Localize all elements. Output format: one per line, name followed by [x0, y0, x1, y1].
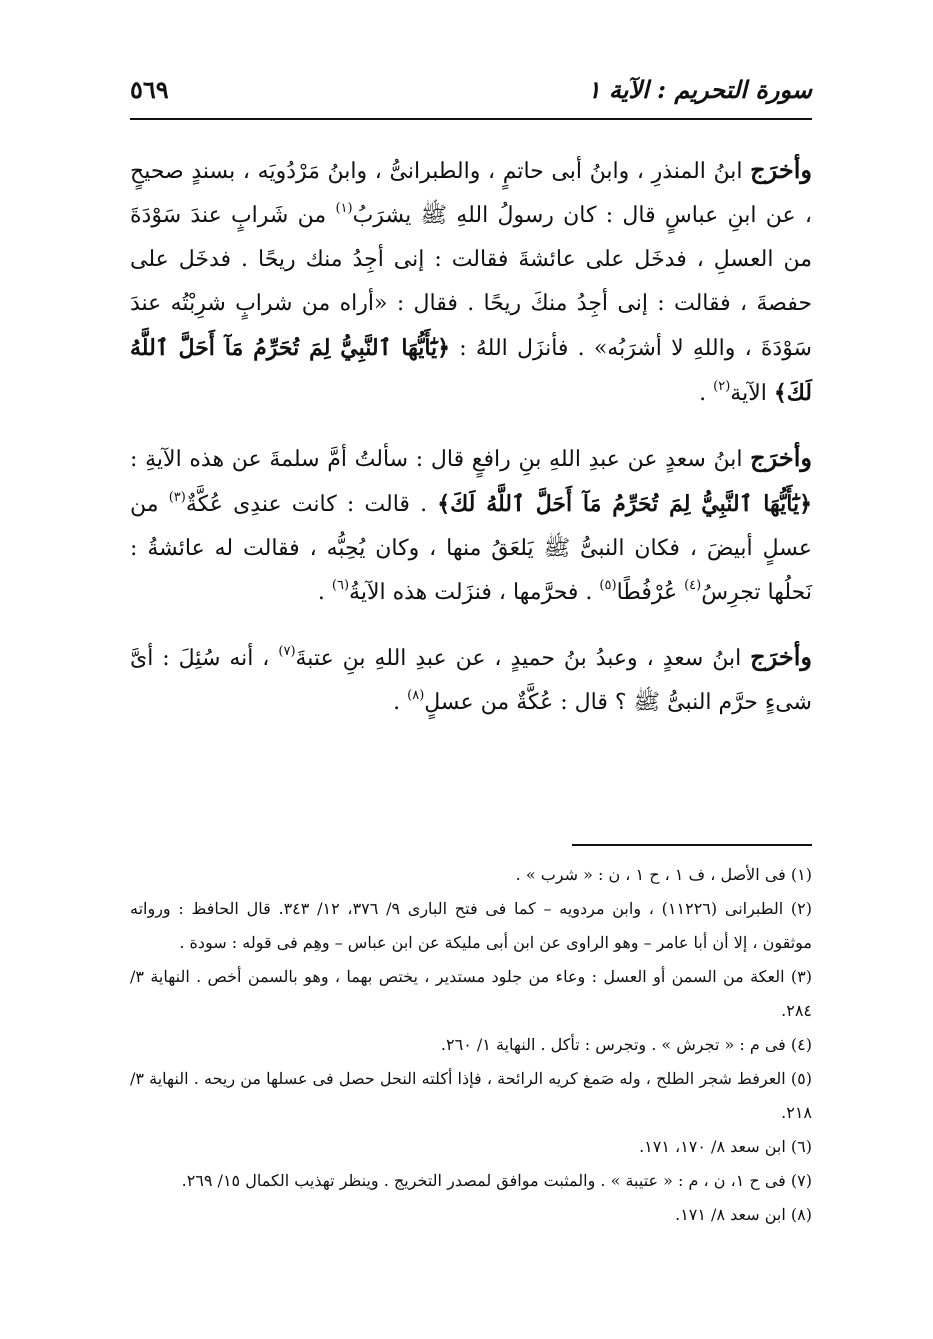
footnote-marker[interactable]: (٧) [278, 644, 296, 659]
footnote-8: (٨) ابن سعد ٨/ ١٧١. [675, 1205, 812, 1224]
footnote-marker[interactable]: (٦) [331, 578, 350, 593]
paragraph-lead: وأخرَج [750, 155, 812, 184]
paragraph-text: من عسلٍ أبيضَ ، فكان النبىُّ ﷺ يَلعَقُ منها ، وكان يُحِبُّه ، فقالت له عائشةُ : نَحلُها تجرِسُ [130, 492, 812, 605]
footnote-marker[interactable]: (٤) [684, 578, 702, 593]
paragraph-text: . [393, 690, 408, 715]
footnote-marker[interactable]: (٨) [407, 688, 425, 703]
paragraph-text: . قالت : كانت عندِى عُكَّةٌ [185, 492, 438, 517]
footnote-4: (٤) فى م : « تجرش » . وتجرس : تأكل . النهاية ١/ ٢٦٠. [440, 1035, 812, 1054]
footnote-5: (٥) العرفط شجر الطلح ، وله صَمغ كريه الرائحة ، فإذا أكلته النحل حصل فى عسلها من ريحه . النهاية ٣/ ٢١٨. [130, 1069, 812, 1122]
page-number: ٥٦٩ [130, 74, 169, 104]
quran-verse: ﴿يَٰٓأَيُّهَا ٱلنَّبِيُّ لِمَ تُحَرِّمُ مَآ أَحَلَّ ٱللَّهُ لَكَ﴾ [437, 491, 812, 517]
footnote-marker[interactable]: (٢) [713, 379, 731, 394]
footnote-2: (٢) الطبرانى (١١٢٢٦) ، وابن مردويه – كما فى فتح البارى ٩/ ٣٧٦، ١٢/ ٣٤٣. قال الحافظ : ورواته موثقون ، إلا أن أبا عامر – وهو الراوى عن ابن أبى مليكة عن ابن عباس – وهِم فى قوله : سودة . [130, 899, 813, 952]
paragraph-text: ابنُ سعدٍ عن عبدِ اللهِ بنِ رافعٍ قال : سألتُ أمَّ سلمةَ عن هذه الآيةِ : [130, 447, 751, 472]
quran-verse: ﴿يَٰٓأَيُّهَا ٱلنَّبِيُّ لِمَ تُحَرِّمُ مَآ أَحَلَّ ٱللَّهُ لَكَ﴾ [130, 335, 812, 406]
footnote-marker[interactable]: (٣) [168, 490, 186, 505]
footnote-3: (٣) العكة من السمن أو العسل : وعاء من جلود مستدير ، يختص بهما ، وهو بالسمن أخص . النهاية ٣/ ٢٨٤. [130, 967, 812, 1020]
paragraph-3 [130, 635, 812, 725]
main-text [130, 148, 812, 745]
running-title: سورة التحريم : الآية ١ [587, 74, 812, 104]
footnote-marker[interactable]: (١) [335, 201, 353, 216]
paragraph-text: ابنُ سعدٍ ، وعبدُ بنُ حميدٍ ، عن عبدِ اللهِ بنِ عتبةَ [295, 646, 751, 671]
footnote-6: (٦) ابن سعد ٨/ ١٧٠، ١٧١. [639, 1137, 812, 1156]
header-rule [130, 118, 812, 120]
paragraph-text: ، أنه سُئِلَ : أىَّ شىءٍ حرَّم النبىُّ ﷺ ؟ قال : عُكَّةٌ من عسلٍ [130, 646, 812, 715]
footnote-1: (١) فى الأصل ، ف ١ ، ح ١ ، ن : « شرب » . [515, 865, 812, 884]
paragraph-2 [130, 436, 812, 615]
paragraph-lead: وأخرَج [750, 443, 812, 472]
paragraph-text: . فحرَّمها ، فنزَلت هذه الآيةُ [349, 580, 600, 605]
footnote-marker[interactable]: (٥) [599, 578, 617, 593]
page-header [130, 72, 812, 106]
footnote-separator [572, 844, 812, 846]
paragraph-lead: وأخرَج [750, 642, 812, 671]
footnotes [130, 858, 812, 1232]
paragraph-text: ابنُ المنذرِ ، وابنُ أبى حاتمٍ ، والطبرانىُّ ، وابنُ مَرْدُويَه ، بسندٍ صحيحٍ ، عن ابنِ عباسٍ قال : كان رسولُ اللهِ ﷺ يشرَبُ [130, 159, 812, 228]
paragraph-text: الآية [730, 381, 774, 406]
paragraph-1 [130, 148, 812, 416]
footnote-7: (٧) فى ح ١، ن ، م : « عتيبة » . والمثبت موافق لمصدر التخريج . وينظر تهذيب الكمال ١٥/ ٢٦٩. [181, 1171, 812, 1190]
paragraph-text: . [317, 580, 332, 605]
paragraph-text: . [699, 381, 714, 406]
paragraph-text: من شَرابٍ عندَ سَوْدَةَ من العسلِ ، فدخَل على عائشةَ فقالت : إنى أجِدُ منك ريحًا . فدخَل على حفصةَ ، فقالت : إنى أجِدُ منكَ ريحًا . فقال : «أراه من شرابٍ شرِبْتُه عندَ سَوْدَةَ ، واللهِ لا أشرَبُه» . فأنزَل اللهُ : [130, 203, 812, 361]
paragraph-text: عُرْفُطًا [616, 580, 685, 605]
